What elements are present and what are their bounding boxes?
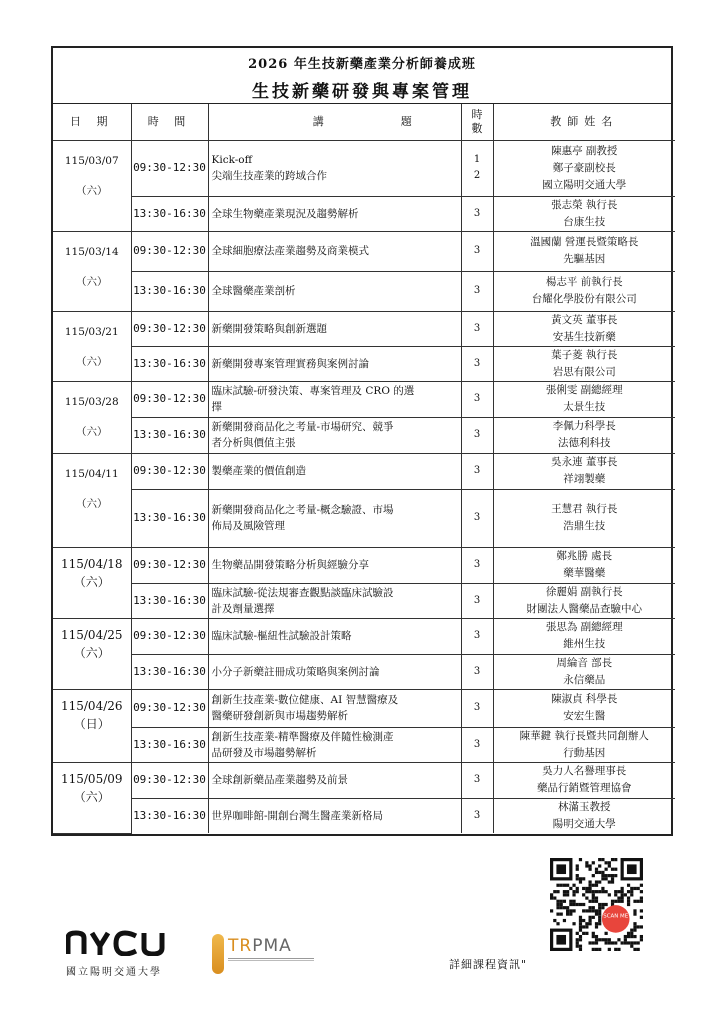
schedule-row	[53, 583, 675, 618]
session-teacher	[493, 762, 675, 798]
header-hours-1: 時	[471, 107, 483, 121]
topic-line: 全球生物藥產業現況及趨勢解析	[211, 207, 359, 220]
schedule-row	[53, 689, 675, 727]
date-cell	[53, 140, 131, 231]
session-teacher	[493, 583, 675, 618]
session-time: 09:30-12:30	[131, 231, 208, 271]
trpma-mark-icon	[212, 934, 224, 974]
session-date: 115/04/26	[60, 698, 123, 713]
teacher-line: 鄭兆勝 處長	[556, 550, 613, 562]
session-date: 115/03/28	[64, 395, 119, 408]
table-header-row	[53, 104, 675, 140]
date-cell	[53, 231, 131, 311]
session-teacher	[493, 489, 675, 547]
date-cell	[53, 762, 131, 833]
schedule-row	[53, 231, 675, 271]
session-date: 115/05/09	[60, 771, 123, 786]
session-topic	[208, 489, 461, 547]
session-topic	[208, 547, 461, 583]
hours-line: 1	[473, 154, 481, 165]
teacher-line: 太景生技	[563, 401, 606, 413]
date-cell	[53, 381, 131, 453]
schedule-row	[53, 762, 675, 798]
topic-line: 尖端生技產業的跨域合作	[211, 170, 327, 182]
session-teacher	[493, 689, 675, 727]
scan-me-badge-text: SCAN ME	[603, 913, 629, 920]
session-hours: 3	[461, 196, 493, 231]
teacher-line: 張志榮 執行長	[551, 198, 618, 211]
teacher-line: 財團法人醫藥品查驗中心	[526, 602, 642, 615]
teacher-line: 楊志平 前執行長	[545, 276, 623, 288]
schedule-row	[53, 346, 675, 381]
topic-line: 全球創新藥品產業趨勢及前景	[211, 774, 348, 786]
teacher-line: 法德利科技	[558, 437, 611, 449]
schedule-row	[53, 381, 675, 417]
teacher-line: 吳永連 董事長	[551, 456, 618, 468]
session-weekday: （六）	[76, 355, 108, 368]
session-weekday: （日）	[73, 716, 110, 731]
nycu-logo	[66, 930, 174, 978]
date-cell	[53, 453, 131, 547]
session-hours: 3	[461, 453, 493, 489]
teacher-line: 陽明交通大學	[552, 817, 616, 830]
session-date: 115/03/07	[64, 154, 119, 167]
teacher-line: 葉子菱 執行長	[551, 348, 618, 361]
session-hours: 3	[461, 583, 493, 618]
session-weekday: （六）	[76, 425, 108, 438]
session-time: 09:30-12:30	[131, 453, 208, 489]
teacher-line: 陳惠亭 副教授	[551, 144, 618, 157]
topic-line: 臨床試驗-樞紐性試驗設計策略	[211, 630, 352, 642]
topic-line: 計及劑量選擇	[211, 602, 275, 615]
teacher-line: 溫國蘭 營運長暨策略長	[530, 236, 639, 248]
header-topic	[208, 104, 461, 140]
topic-line: 者分析與價值主張	[211, 437, 296, 449]
topic-line: 醫藥研發創新與市場趨勢解析	[211, 710, 348, 722]
trpma-wordmark: TRPMA	[228, 936, 292, 956]
session-time: 09:30-12:30	[131, 618, 208, 654]
topic-line: 佈局及風險管理	[211, 520, 285, 532]
course-title: 生技新藥研發與專案管理	[252, 82, 472, 102]
header-topic-left: 講	[312, 114, 330, 128]
schedule-row	[53, 311, 675, 346]
topic-line: 新藥開發商品化之考量-概念驗證、市場	[211, 504, 394, 516]
session-time: 09:30-12:30	[131, 381, 208, 417]
session-weekday: （六）	[73, 574, 110, 589]
hours-line: 2	[473, 170, 481, 181]
qr-code-icon[interactable]	[550, 858, 643, 951]
session-hours: 3	[461, 689, 493, 727]
session-teacher	[493, 453, 675, 489]
session-time: 09:30-12:30	[131, 547, 208, 583]
session-hours: 3	[461, 271, 493, 311]
topic-line: 製藥產業的價值創造	[211, 465, 306, 477]
session-hours: 3	[461, 346, 493, 381]
session-topic	[208, 654, 461, 689]
session-time: 09:30-12:30	[131, 140, 208, 196]
teacher-line: 黃文英 董事長	[551, 313, 618, 326]
teacher-line: 鄭子豪副校長	[552, 161, 616, 174]
teacher-line: 永信藥品	[563, 673, 606, 686]
session-topic	[208, 231, 461, 271]
session-hours	[461, 140, 493, 196]
teacher-line: 維州生技	[563, 638, 606, 650]
topic-line: 創新生技產業-數位健康、AI 智慧醫療及	[211, 694, 399, 706]
session-teacher	[493, 417, 675, 453]
teacher-line: 林滿玉教授	[558, 800, 611, 813]
teacher-line: 吳力人名譽理事長	[542, 765, 627, 777]
session-teacher	[493, 547, 675, 583]
qr-caption: 詳細課程資訊"	[449, 958, 528, 971]
teacher-line: 先驅基因	[563, 253, 606, 265]
schedule-row	[53, 547, 675, 583]
session-time: 13:30-16:30	[131, 346, 208, 381]
topic-line: 新藥開發商品化之考量-市場研究、競爭	[211, 421, 394, 433]
session-hours: 3	[461, 762, 493, 798]
session-date: 115/04/25	[60, 627, 123, 642]
teacher-line: 王慧君 執行長	[551, 503, 618, 515]
program-title: 2026 年生技新藥產業分析師養成班	[248, 57, 476, 72]
schedule-row	[53, 271, 675, 311]
topic-line: 擇	[211, 401, 222, 413]
session-hours: 3	[461, 727, 493, 762]
session-hours: 3	[461, 654, 493, 689]
session-weekday: （六）	[76, 275, 108, 288]
session-teacher	[493, 140, 675, 196]
session-time: 13:30-16:30	[131, 654, 208, 689]
header-date: 日 期	[53, 104, 131, 140]
session-weekday: （六）	[76, 184, 108, 197]
session-time: 13:30-16:30	[131, 798, 208, 833]
teacher-line: 安宏生醫	[563, 710, 606, 722]
session-topic	[208, 271, 461, 311]
schedule-row	[53, 798, 675, 833]
teacher-line: 行動基因	[563, 746, 606, 759]
session-time: 09:30-12:30	[131, 762, 208, 798]
session-teacher	[493, 311, 675, 346]
session-hours: 3	[461, 489, 493, 547]
schedule-row	[53, 654, 675, 689]
schedule-row	[53, 727, 675, 762]
session-topic	[208, 762, 461, 798]
session-hours: 3	[461, 311, 493, 346]
teacher-line: 台康生技	[563, 215, 606, 228]
session-topic	[208, 346, 461, 381]
session-time: 09:30-12:30	[131, 311, 208, 346]
teacher-line: 李佩力科學長	[552, 420, 616, 432]
session-hours: 3	[461, 547, 493, 583]
date-cell	[53, 618, 131, 689]
topic-line: 全球醫藥產業剖析	[211, 285, 296, 297]
session-teacher	[493, 618, 675, 654]
session-weekday: （六）	[73, 789, 110, 804]
teacher-line: 周綸音 部長	[556, 656, 613, 669]
session-date: 115/04/11	[64, 467, 119, 480]
topic-line: Kick-off	[211, 154, 253, 166]
teacher-line: 藥品行銷暨管理協會	[537, 782, 632, 794]
session-hours: 3	[461, 618, 493, 654]
header-hours-2: 數	[471, 121, 483, 135]
topic-line: 新藥開發策略與創新選題	[211, 322, 327, 335]
date-cell	[53, 689, 131, 762]
topic-line: 世界咖啡館-開創台灣生醫產業新格局	[211, 809, 384, 822]
schedule-row	[53, 196, 675, 231]
session-date: 115/03/21	[64, 325, 119, 338]
nycu-name: 國立陽明交通大學	[66, 967, 162, 978]
session-date: 115/04/18	[60, 556, 123, 571]
header-topic-right: 題	[400, 114, 418, 128]
session-topic	[208, 140, 461, 196]
session-weekday: （六）	[73, 645, 110, 660]
schedule-row	[53, 618, 675, 654]
session-topic	[208, 381, 461, 417]
topic-line: 臨床試驗-從法規審查觀點談臨床試驗設	[211, 586, 394, 599]
teacher-line: 徐麗娟 副執行長	[545, 585, 623, 598]
title-block	[53, 48, 671, 104]
session-time: 13:30-16:30	[131, 489, 208, 547]
session-teacher	[493, 346, 675, 381]
teacher-line: 張俐雯 副總經理	[545, 384, 623, 396]
topic-line: 新藥開發專案管理實務與案例討論	[211, 357, 369, 370]
topic-line: 生物藥品開發策略分析與經驗分享	[211, 559, 369, 571]
teacher-line: 台耀化學股份有限公司	[531, 293, 637, 305]
session-weekday: （六）	[76, 497, 108, 510]
schedule-sheet	[51, 46, 673, 836]
session-time: 13:30-16:30	[131, 417, 208, 453]
session-time: 13:30-16:30	[131, 583, 208, 618]
topic-line: 全球細胞療法產業趨勢及商業模式	[211, 245, 369, 257]
session-time: 13:30-16:30	[131, 271, 208, 311]
trpma-subtitle-lines	[228, 958, 314, 961]
topic-line: 小分子新藥註冊成功策略與案例討論	[211, 665, 380, 678]
date-cell	[53, 547, 131, 618]
session-hours: 3	[461, 381, 493, 417]
session-hours: 3	[461, 417, 493, 453]
teacher-line: 國立陽明交通大學	[542, 178, 627, 191]
trpma-logo	[212, 934, 312, 974]
schedule-row	[53, 489, 675, 547]
teacher-line: 藥華醫藥	[563, 567, 606, 579]
topic-line: 創新生技產業-精準醫療及伴隨性檢測產	[211, 730, 394, 743]
session-teacher	[493, 727, 675, 762]
header-hours	[461, 104, 493, 140]
teacher-line: 張思為 副總經理	[545, 621, 623, 633]
schedule-row	[53, 417, 675, 453]
session-topic	[208, 689, 461, 727]
schedule-table	[53, 104, 675, 834]
session-topic	[208, 618, 461, 654]
session-topic	[208, 417, 461, 453]
date-cell	[53, 311, 131, 381]
session-time: 13:30-16:30	[131, 196, 208, 231]
teacher-line: 岩思有限公司	[552, 365, 616, 378]
schedule-row	[53, 453, 675, 489]
session-time: 09:30-12:30	[131, 689, 208, 727]
schedule-row	[53, 140, 675, 196]
header-teacher: 教師姓名	[493, 104, 675, 140]
schedule-body	[53, 140, 675, 833]
footer	[0, 850, 724, 1024]
session-topic	[208, 727, 461, 762]
session-topic	[208, 583, 461, 618]
teacher-line: 陳淑貞 科學長	[551, 693, 618, 705]
header-time: 時 間	[131, 104, 208, 140]
session-teacher	[493, 654, 675, 689]
topic-line: 臨床試驗-研發決策、專案管理及 CRO 的選	[211, 385, 415, 397]
teacher-line: 陳華鍵 執行長暨共同創辦人	[519, 729, 649, 742]
session-teacher	[493, 271, 675, 311]
session-time: 13:30-16:30	[131, 727, 208, 762]
session-teacher	[493, 381, 675, 417]
session-hours: 3	[461, 231, 493, 271]
teacher-line: 浩鼎生技	[563, 520, 606, 532]
session-topic	[208, 798, 461, 833]
teacher-line: 安基生技新藥	[552, 330, 616, 343]
session-teacher	[493, 798, 675, 833]
session-date: 115/03/14	[64, 245, 119, 258]
topic-line: 品研發及市場趨勢解析	[211, 746, 317, 759]
teacher-line: 祥翊製藥	[563, 473, 606, 485]
session-hours: 3	[461, 798, 493, 833]
session-topic	[208, 311, 461, 346]
nycu-wordmark-icon	[66, 930, 174, 956]
session-topic	[208, 196, 461, 231]
session-teacher	[493, 196, 675, 231]
session-topic	[208, 453, 461, 489]
session-teacher	[493, 231, 675, 271]
